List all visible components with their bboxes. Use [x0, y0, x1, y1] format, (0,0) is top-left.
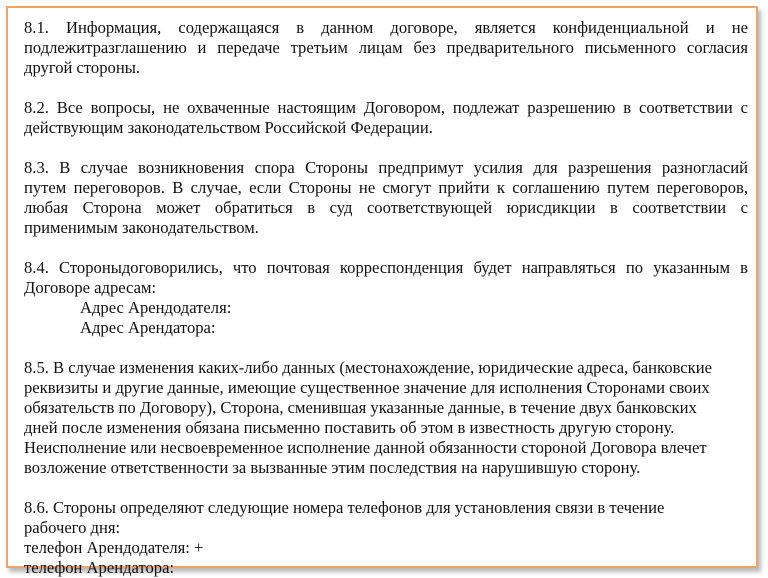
document-frame: [6, 6, 758, 577]
clause-8-2-line-1: 8.2. Все вопросы, не охваченные настоящим Договором, подлежат разрешению в соответствии с: [24, 98, 748, 117]
clause-8-1-line-1: 8.1. Информация, содержащаяся в данном договоре, является конфиденциальной и не: [24, 18, 748, 37]
clause-8-5-line-4: дней после изменения обязана письменно поставить об этом в известность другую сторону.: [24, 418, 675, 437]
clause-8-1-line-3: другой стороны.: [24, 58, 141, 77]
clause-8-5-line-2: реквизиты и другие данные, имеющие существенное значение для исполнения Сторонами своих: [24, 378, 710, 397]
clause-8-2-line-2: действующим законодательством Российской Федерации.: [24, 118, 433, 137]
contract-section-8: [24, 18, 748, 578]
clause-8-5-line-6: возложение ответственности за вызванные этим последствия на нарушившую сторону.: [24, 458, 641, 477]
clause-8-3-line-4: применимым законодательством.: [24, 218, 259, 237]
clause-8-3: [24, 158, 748, 238]
clause-8-5-line-5: Неисполнение или несвоевременное исполнение данной обязанности стороной Договора влечет: [24, 438, 707, 457]
clause-8-5-line-1: 8.5. В случае изменения каких-либо данных (местонахождение, юридические адреса, банковские: [24, 358, 712, 377]
clause-8-4: [24, 258, 748, 338]
clause-8-2: [24, 98, 748, 138]
clause-8-1-line-2: подлежитразглашению и передаче третьим лицам без предварительного письменного согласия: [24, 38, 748, 57]
clause-8-6-line-1: 8.6. Стороны определяют следующие номера телефонов для установления связи в течение: [24, 498, 665, 517]
clause-8-6-line-2: рабочего дня:: [24, 518, 121, 537]
landlord-address-label: Адрес Арендодателя:: [80, 298, 232, 317]
clause-8-6: [24, 498, 748, 578]
clause-8-3-line-3: любая Сторона может обратиться в суд соответствующей юрисдикции в соответствии с: [24, 198, 748, 217]
clause-8-5-line-3: обязательств по Договору), Сторона, сменившая указанные данные, в течение двух банковских: [24, 398, 697, 417]
tenant-address-label: Адрес Арендатора:: [80, 318, 216, 337]
clause-8-3-line-2: путем переговоров. В случае, если Стороны не смогут прийти к соглашению путем переговоров,: [24, 178, 748, 197]
clause-8-4-line-2: Договоре адресам:: [24, 278, 157, 297]
clause-8-1: [24, 18, 748, 78]
clause-8-3-line-1: 8.3. В случае возникновения спора Стороны предпримут усилия для разрешения разногласий: [24, 158, 748, 177]
clause-8-5: [24, 358, 748, 478]
tenant-phone-label: телефон Арендатора:: [24, 558, 175, 577]
clause-8-4-line-1: 8.4. Стороныдоговорились, что почтовая корреспонденция будет направляться по указанным в: [24, 258, 748, 277]
landlord-phone-label: телефон Арендодателя: +: [24, 538, 204, 557]
